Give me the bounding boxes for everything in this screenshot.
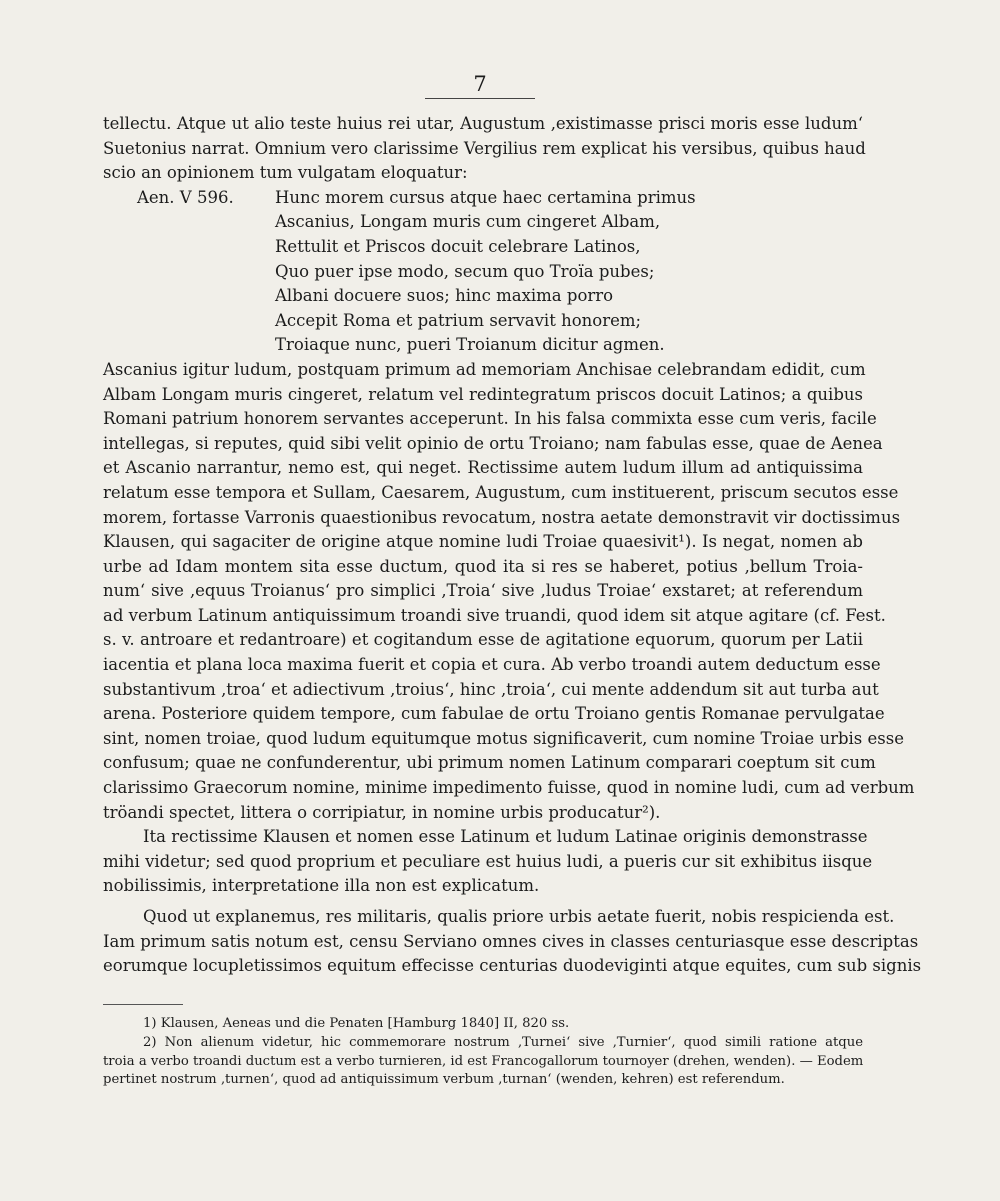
- text-line: Suetonius narrat. Omnium vero clarissime Vergilius rem explicat his versibus, quibus haud: [103, 138, 866, 158]
- verse-reference: Aen. V 596.: [137, 187, 234, 207]
- text-line: Ita rectissime Klausen et nomen esse Latinum et ludum Latinae originis demonstrasse: [143, 827, 868, 847]
- text-line: s. v. antroare et redantroare) et cogitandum esse de agitatione equorum, quorum per Latii: [103, 630, 863, 650]
- verse-line: Ascanius, Longam muris cum cingeret Albam,: [275, 212, 661, 232]
- footnote-rule: [103, 1004, 183, 1005]
- text-line: relatum esse tempora et Sullam, Caesarem, Augustum, cum instituerent, priscum secutos esse: [103, 482, 899, 502]
- text-line: tröandi spectet, littera o corripiatur, in nomine urbis producatur²).: [103, 802, 661, 822]
- verse-line: Albani docuere suos; hinc maxima porro: [275, 286, 614, 306]
- footnote-1: 1) Klausen, Aeneas und die Penaten [Hamburg 1840] II, 820 ss.: [143, 1016, 570, 1031]
- text-line: substantivum ‚troa‘ et adiectivum ‚troius‘, hinc ‚troia‘, cui mente addendum sit aut turba aut: [103, 679, 879, 699]
- text-line: eorumque locupletissimos equitum effecisse centurias duodeviginti atque equites, cum sub signis: [103, 956, 922, 976]
- text-line: Iam primum satis notum est, censu Serviano omnes cives in classes centuriasque esse descriptas: [103, 931, 919, 951]
- body-text: [103, 112, 922, 979]
- verse-line: Accepit Roma et patrium servavit honorem;: [275, 310, 642, 330]
- verse-line: Troiaque nunc, pueri Troianum dicitur agmen.: [275, 335, 665, 355]
- text-line: Klausen, qui sagaciter de origine atque nomine ludi Troiae quaesivit¹). Is negat, nomen ab: [103, 532, 863, 552]
- text-line: tellectu. Atque ut alio teste huius rei utar, Augustum ‚existimasse prisci moris esse ludum‘: [103, 114, 863, 133]
- verse-quote: [103, 186, 863, 358]
- page-number: 7: [473, 72, 487, 96]
- text-line: confusum; quae ne confunderentur, ubi primum nomen Latinum comparari coeptum sit cum: [103, 753, 876, 773]
- text-line: arena. Posteriore quidem tempore, cum fabulae de ortu Troiano gentis Romanae pervulgatae: [103, 704, 885, 724]
- paragraph-1: [103, 358, 915, 825]
- footnote-2-line: troia a verbo troandi ductum est a verbo turnieren, id est Francogallorum tournoyer (drehen, wenden). — Eodem: [103, 1053, 864, 1069]
- verse-line: Quo puer ipse modo, secum quo Troïa pubes;: [275, 261, 655, 281]
- page-number-rule: [425, 98, 535, 99]
- footnote-2-line: 2) Non alienum videtur, hic commemorare nostrum ‚Turnei‘ sive ‚Turnier‘, quod simili ratione atque: [143, 1034, 863, 1050]
- verse-line: Hunc morem cursus atque haec certamina primus: [275, 187, 696, 207]
- text-line: iacentia et plana loca maxima fuerit et copia et cura. Ab verbo troandi autem deductum esse: [103, 655, 881, 675]
- paragraph-3: [103, 905, 922, 979]
- footnotes: [103, 1004, 863, 1090]
- footnote-2-line: pertinet nostrum ‚turnen‘, quod ad antiquissimum verbum ‚turnan‘ (wenden, kehren) est referendum.: [103, 1072, 785, 1088]
- verse-line: Rettulit et Priscos docuit celebrare Latinos,: [275, 236, 641, 256]
- text-line: mihi videtur; sed quod proprium et peculiare est huius ludi, a pueris cur sit exhibitus iisque: [103, 851, 873, 871]
- text-line: Albam Longam muris cingeret, relatum vel redintegratum priscos docuit Latinos; a quibus: [103, 384, 863, 404]
- text-line: num‘ sive ‚equus Troianus‘ pro simplici ‚Troia‘ sive ‚ludus Troiae‘ exstaret; at referendum: [103, 581, 863, 601]
- text-line: scio an opinionem tum vulgatam eloquatur:: [103, 163, 468, 183]
- verse-lines: [275, 186, 863, 358]
- text-line: intellegas, si reputes, quid sibi velit opinio de ortu Troiano; nam fabulas esse, quae de Aenea: [103, 433, 883, 453]
- text-line: urbe ad Idam montem sita esse ductum, quod ita si res se haberet, potius ‚bellum Troia-: [103, 556, 863, 576]
- text-line: et Ascanio narrantur, nemo est, qui neget. Rectissime autem ludum illum ad antiquissima: [103, 458, 863, 478]
- text-line: Quod ut explanemus, res militaris, qualis priore urbis aetate fuerit, nobis respicienda est.: [143, 907, 895, 926]
- paragraph-2: [103, 825, 873, 899]
- text-line: Ascanius igitur ludum, postquam primum ad memoriam Anchisae celebrandam edidit, cum: [103, 359, 866, 379]
- text-line: clarissimo Graecorum nomine, minime impedimento fuisse, quod in nomine ludi, cum ad verbum: [103, 778, 915, 798]
- text-line: ad verbum Latinum antiquissimum troandi sive truandi, quod idem sit atque agitare (cf. Fest.: [103, 605, 886, 625]
- text-line: nobilissimis, interpretatione illa non est explicatum.: [103, 876, 540, 896]
- text-line: sint, nomen troiae, quod ludum equitumque motus significaverit, cum nomine Troiae urbis esse: [103, 728, 904, 748]
- text-line: Romani patrium honorem servantes acceperunt. In his falsa commixta esse cum veris, facile: [103, 409, 877, 429]
- text-line: morem, fortasse Varronis quaestionibus revocatum, nostra aetate demonstravit vir doctissimus: [103, 507, 901, 527]
